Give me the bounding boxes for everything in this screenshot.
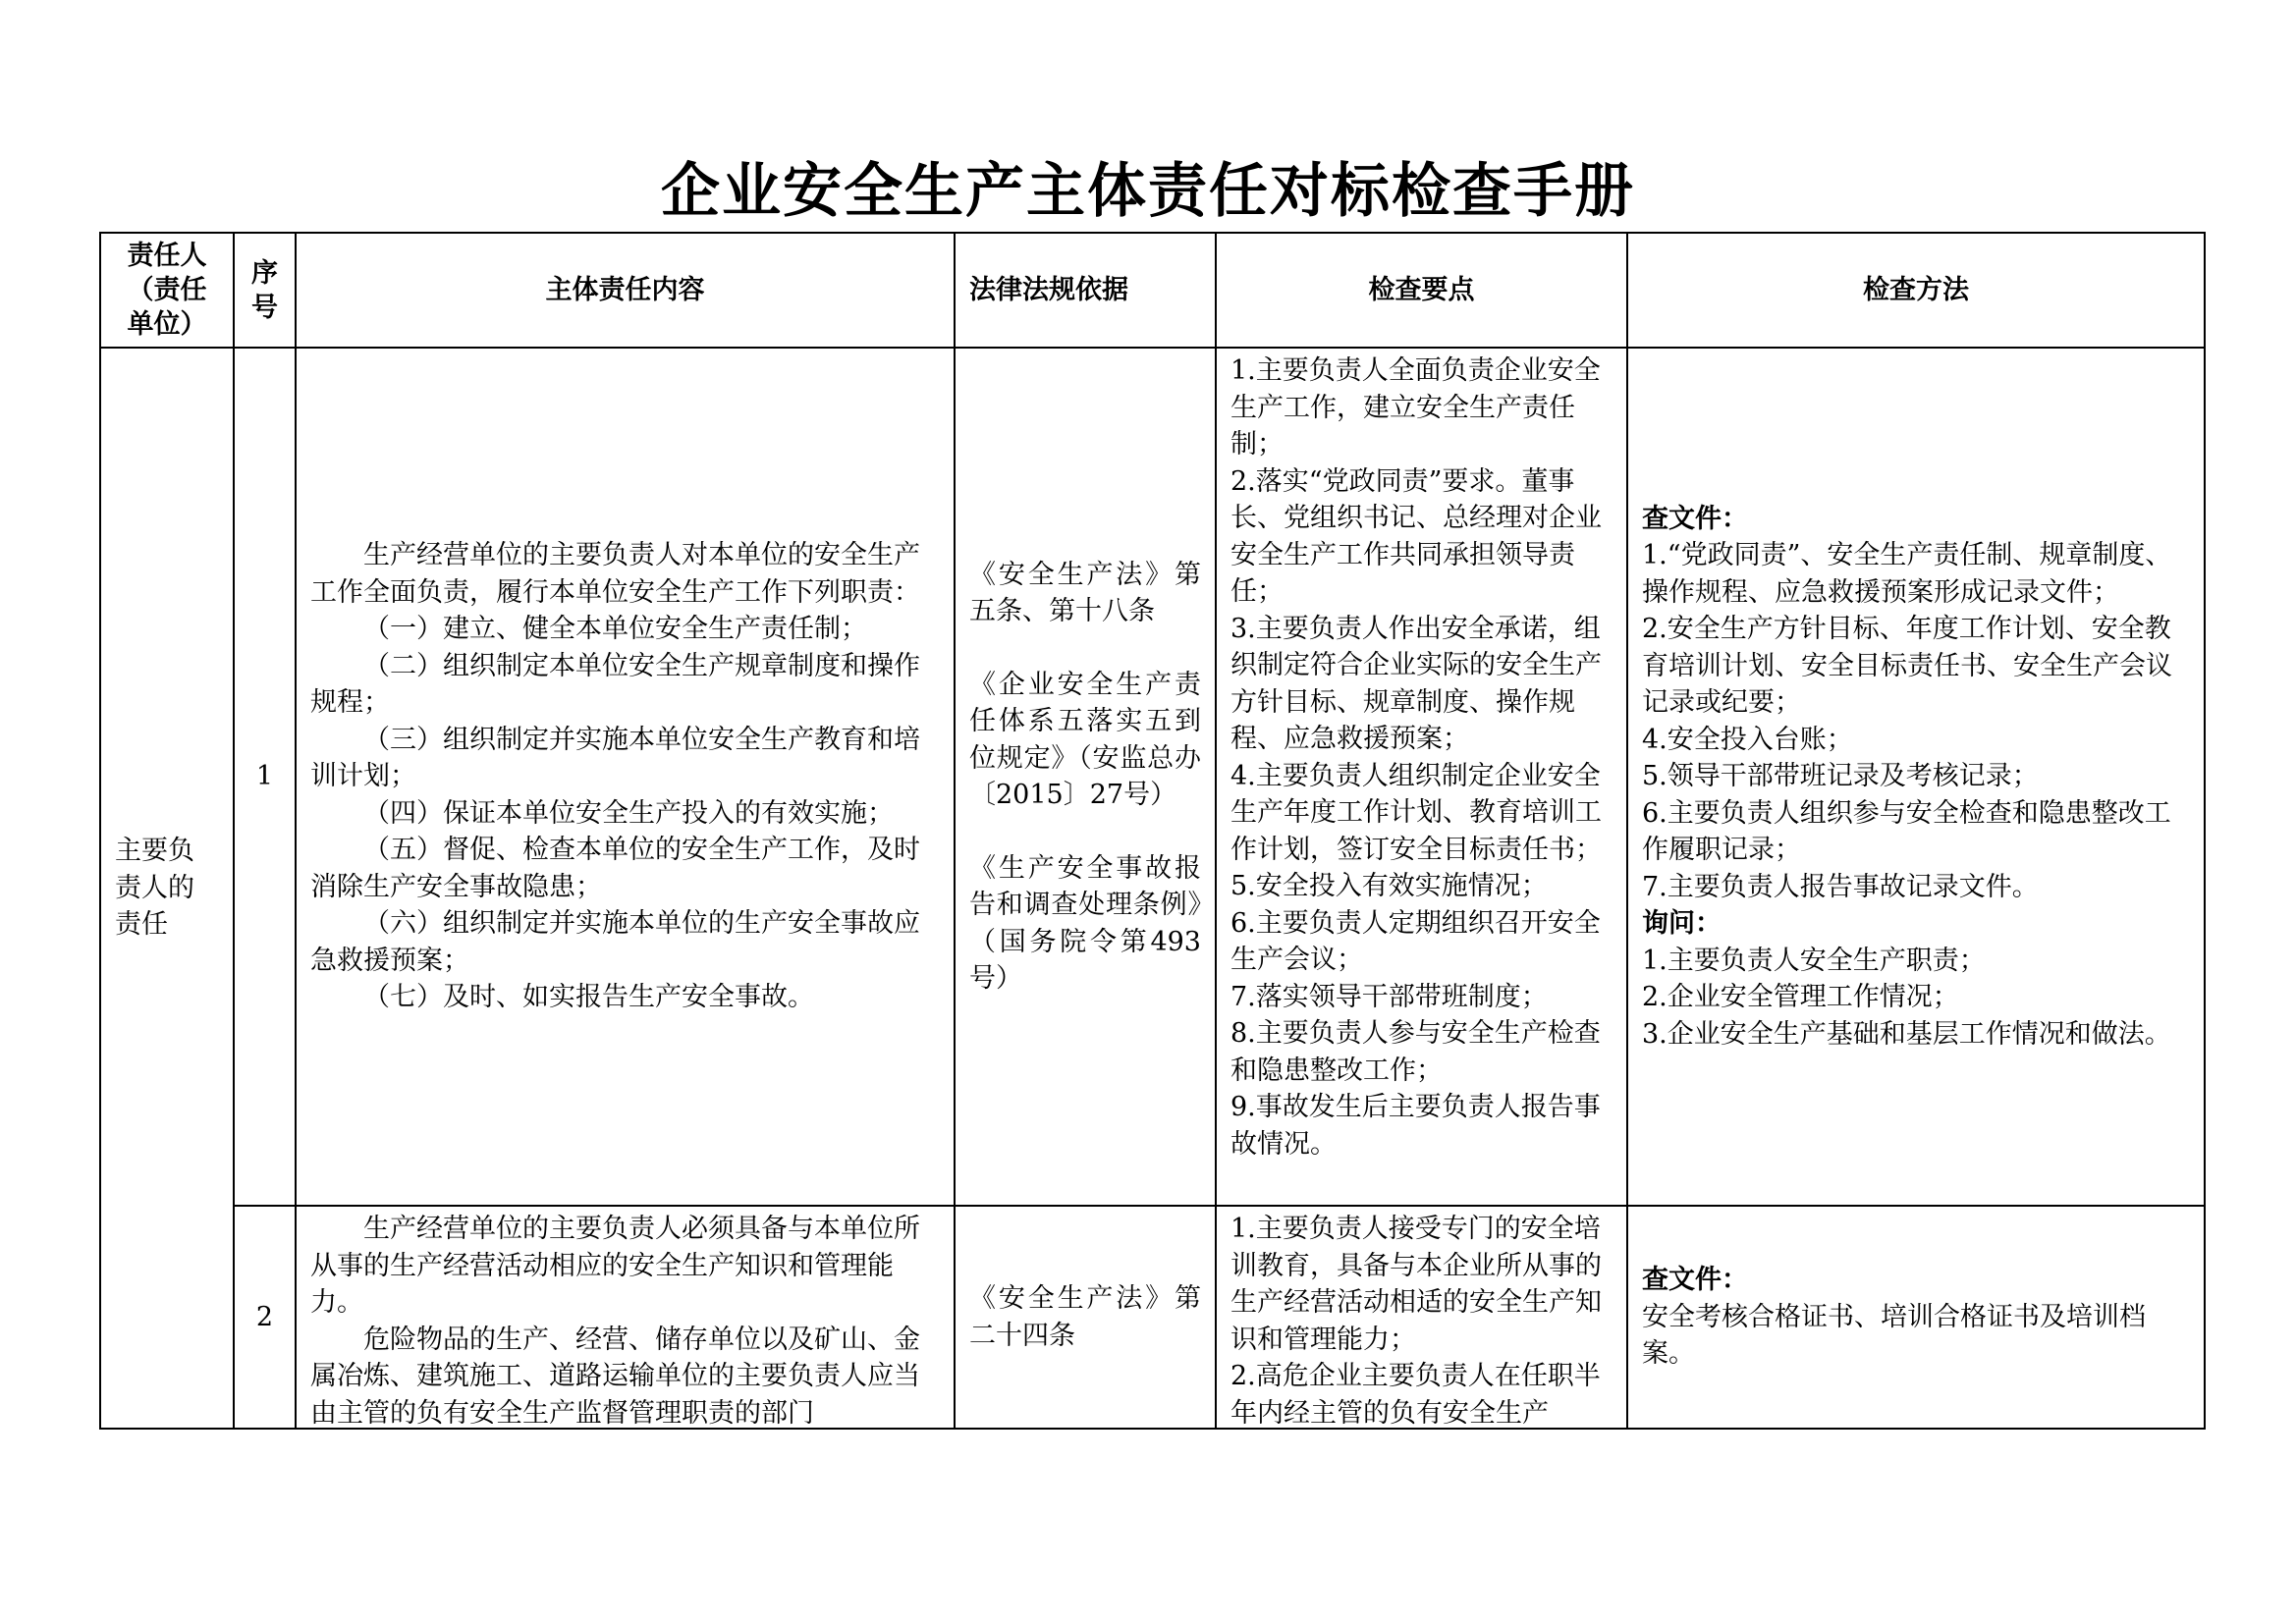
table-row [100, 348, 2205, 1206]
law-ref: 《安全生产法》第五条、第十八条 [969, 559, 1201, 626]
points-cell [1216, 1206, 1627, 1429]
content-lead: 生产经营单位的主要负责人对本单位的安全生产工作全面负责，履行本单位安全生产工作下列职责： [310, 540, 920, 608]
check-point: 1.主要负责人全面负责企业安全生产工作，建立安全生产责任制； [1230, 355, 1601, 460]
law-ref: 《安全生产法》第二十四条 [969, 1283, 1201, 1351]
method-cell [1627, 1206, 2205, 1429]
content-item: （一）建立、健全本单位安全生产责任制； [363, 614, 867, 645]
check-point: 2.高危企业主要负责人在任职半年内经主管的负有安全生产 [1230, 1361, 1601, 1426]
method-doc: 5.领导干部带班记录及考核记录； [1642, 761, 2039, 792]
content-item: （七）及时、如实报告生产安全事故。 [363, 982, 814, 1013]
method-ask: 1.主要负责人安全生产职责； [1642, 945, 1986, 976]
header-row [100, 233, 2205, 348]
method-docs-label: 查文件： [1642, 503, 1748, 534]
method-ask-label: 询问： [1642, 908, 1722, 940]
method-doc: 7.主要负责人报告事故记录文件。 [1642, 871, 2039, 902]
check-point: 7.落实领导干部带班制度； [1230, 981, 1548, 1012]
method-docs-label: 查文件： [1642, 1265, 1748, 1296]
content-item: （三）组织制定并实施本单位安全生产教育和培训计划； [310, 724, 920, 792]
content-cell [296, 1206, 955, 1429]
method-doc: 4.安全投入台账； [1642, 724, 1853, 755]
method-ask: 3.企业安全生产基础和基层工作情况和做法。 [1642, 1018, 2171, 1050]
content-para: 危险物品的生产、经营、储存单位以及矿山、金属冶炼、建筑施工、道路运输单位的主要负责人应当由主管的负有安全生产监督管理职责的部门 [310, 1324, 920, 1426]
check-point: 3.主要负责人作出安全承诺，组织制定符合企业实际的安全生产方针目标、规章制度、操作规程、应急救援预案； [1230, 613, 1602, 754]
content-item: （二）组织制定本单位安全生产规章制度和操作规程； [310, 650, 920, 719]
header-method: 检查方法 [1627, 233, 2205, 348]
law-cell [955, 348, 1216, 1206]
header-content: 主体责任内容 [296, 233, 955, 348]
page-title: 企业安全生产主体责任对标检查手册 [661, 157, 1635, 226]
content-item: （五）督促、检查本单位的安全生产工作，及时消除生产安全事故隐患； [310, 835, 920, 902]
method-ask: 2.企业安全管理工作情况； [1642, 982, 1959, 1013]
header-responsible: 责任人（责任单位） [100, 233, 234, 348]
law-cell [955, 1206, 1216, 1429]
checklist-table [99, 232, 2206, 1430]
method-doc: 6.主要负责人组织参与安全检查和隐患整改工作履职记录； [1642, 797, 2171, 866]
header-law: 法律法规依据 [955, 233, 1216, 348]
check-point: 5.安全投入有效实施情况； [1230, 871, 1548, 901]
law-ref: 《企业安全生产责任体系五落实五到位规定》（安监总办〔2015〕27号） [969, 669, 1201, 810]
check-point: 6.主要负责人定期组织召开安全生产会议； [1230, 907, 1601, 975]
table-row [100, 1206, 2205, 1429]
header-points: 检查要点 [1216, 233, 1627, 348]
method-doc: 2.安全生产方针目标、年度工作计划、安全教育培训计划、安全目标责任书、安全生产会议记录或纪要； [1642, 614, 2172, 719]
check-point: 2.落实“党政同责”要求。董事长、党组织书记、总经理对企业安全生产工作共同承担领导责任； [1230, 465, 1602, 607]
method-cell [1627, 348, 2205, 1206]
check-point: 1.主要负责人接受专门的安全培训教育，具备与本企业所从事的生产经营活动相适的安全生产知识和管理能力； [1230, 1214, 1602, 1355]
row-seq: 2 [234, 1206, 296, 1429]
check-point: 4.主要负责人组织制定企业安全生产年度工作计划、教育培训工作计划，签订安全目标责任书； [1230, 760, 1602, 865]
content-item: （四）保证本单位安全生产投入的有效实施； [363, 797, 894, 829]
method-doc: 安全考核合格证书、培训合格证书及培训档案。 [1642, 1301, 2146, 1370]
content-para: 生产经营单位的主要负责人必须具备与本单位所从事的生产经营活动相应的安全生产知识和管理能力。 [310, 1214, 920, 1318]
responsible-party: 主要负责人的责任 [100, 348, 234, 1429]
points-cell [1216, 348, 1627, 1206]
content-item: （六）组织制定并实施本单位的生产安全事故应急救援预案； [310, 908, 920, 976]
check-point: 9.事故发生后主要负责人报告事故情况。 [1230, 1092, 1601, 1160]
content-cell [296, 348, 955, 1206]
law-ref: 《生产安全事故报告和调查处理条例》（国务院令第493号） [969, 852, 1201, 994]
header-seq: 序号 [234, 233, 296, 348]
method-doc: 1.“党政同责”、安全生产责任制、规章制度、操作规程、应急救援预案形成记录文件； [1642, 540, 2172, 608]
check-point: 8.主要负责人参与安全生产检查和隐患整改工作； [1230, 1018, 1601, 1086]
row-seq: 1 [234, 348, 296, 1206]
